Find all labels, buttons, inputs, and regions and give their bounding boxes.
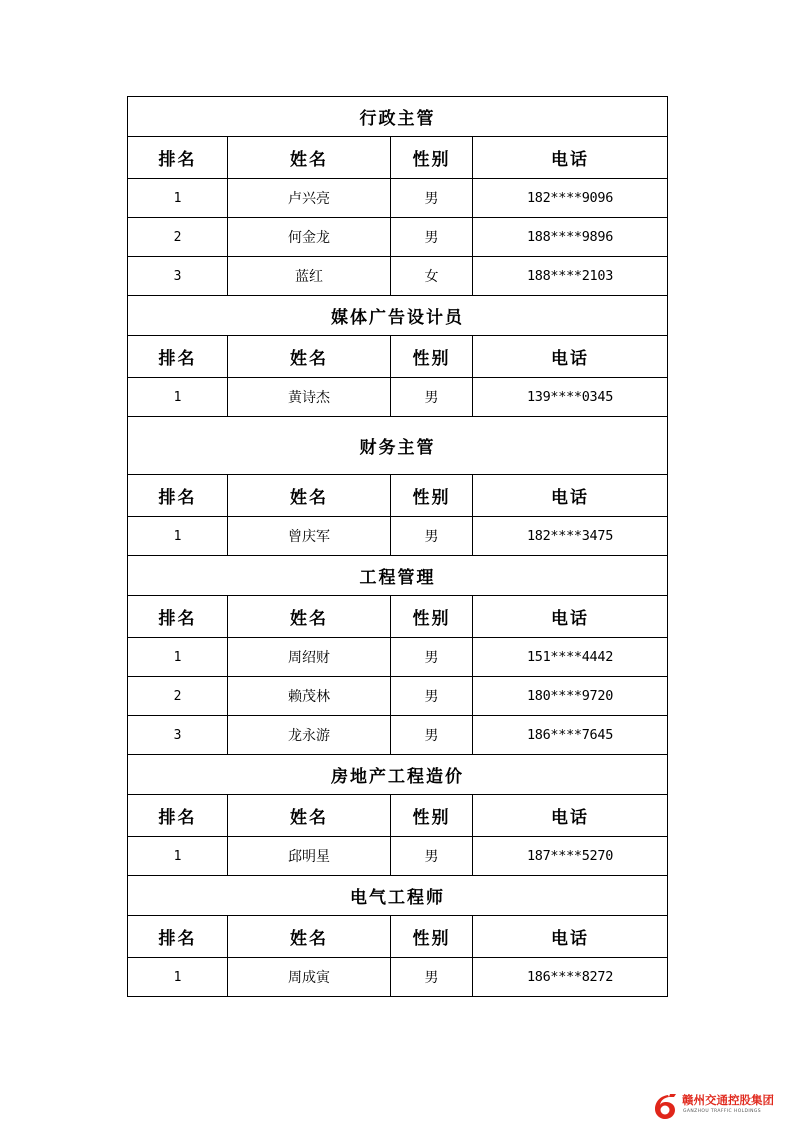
header-rank: 排名 bbox=[128, 137, 228, 179]
header-gender: 性别 bbox=[391, 336, 473, 378]
section-title-row bbox=[128, 556, 668, 596]
gender-cell: 男 bbox=[391, 218, 473, 257]
header-name: 姓名 bbox=[228, 916, 391, 958]
header-gender: 性别 bbox=[391, 795, 473, 837]
name-cell: 周成寅 bbox=[228, 958, 391, 997]
section-title-row bbox=[128, 417, 668, 475]
table-row bbox=[128, 179, 668, 218]
name-cell: 周绍财 bbox=[228, 638, 391, 677]
name-cell: 黄诗杰 bbox=[228, 378, 391, 417]
gender-cell: 男 bbox=[391, 958, 473, 997]
header-rank: 排名 bbox=[128, 795, 228, 837]
table-row bbox=[128, 958, 668, 997]
rank-cell: 2 bbox=[128, 218, 228, 257]
header-rank: 排名 bbox=[128, 596, 228, 638]
gender-cell: 男 bbox=[391, 837, 473, 876]
header-rank: 排名 bbox=[128, 916, 228, 958]
header-gender: 性别 bbox=[391, 596, 473, 638]
gender-cell: 男 bbox=[391, 517, 473, 556]
rank-cell: 3 bbox=[128, 257, 228, 296]
name-cell: 曾庆军 bbox=[228, 517, 391, 556]
rank-cell: 1 bbox=[128, 958, 228, 997]
header-phone: 电话 bbox=[473, 596, 668, 638]
header-name: 姓名 bbox=[228, 596, 391, 638]
header-rank: 排名 bbox=[128, 475, 228, 517]
column-header-row bbox=[128, 916, 668, 958]
section-title: 财务主管 bbox=[128, 417, 668, 475]
column-header-row bbox=[128, 137, 668, 179]
name-cell: 何金龙 bbox=[228, 218, 391, 257]
phone-cell: 151****4442 bbox=[473, 638, 668, 677]
section-title-row bbox=[128, 296, 668, 336]
table-row bbox=[128, 257, 668, 296]
header-phone: 电话 bbox=[473, 336, 668, 378]
phone-cell: 186****7645 bbox=[473, 716, 668, 755]
header-gender: 性别 bbox=[391, 475, 473, 517]
rank-cell: 1 bbox=[128, 837, 228, 876]
phone-cell: 188****9896 bbox=[473, 218, 668, 257]
section-title: 电气工程师 bbox=[128, 876, 668, 916]
phone-cell: 180****9720 bbox=[473, 677, 668, 716]
header-phone: 电话 bbox=[473, 137, 668, 179]
column-header-row bbox=[128, 336, 668, 378]
table-row bbox=[128, 638, 668, 677]
table-row bbox=[128, 716, 668, 755]
rank-cell: 1 bbox=[128, 179, 228, 218]
phone-cell: 186****8272 bbox=[473, 958, 668, 997]
header-rank: 排名 bbox=[128, 336, 228, 378]
name-cell: 邱明星 bbox=[228, 837, 391, 876]
section-title: 媒体广告设计员 bbox=[128, 296, 668, 336]
phone-cell: 187****5270 bbox=[473, 837, 668, 876]
phone-cell: 182****9096 bbox=[473, 179, 668, 218]
section-title: 房地产工程造价 bbox=[128, 755, 668, 795]
company-logo-name: 赣州交通控股集团 bbox=[682, 1093, 774, 1107]
phone-cell: 182****3475 bbox=[473, 517, 668, 556]
section-title-row bbox=[128, 876, 668, 916]
section-title-row bbox=[128, 97, 668, 137]
rank-cell: 1 bbox=[128, 378, 228, 417]
rank-cell: 1 bbox=[128, 638, 228, 677]
gender-cell: 男 bbox=[391, 179, 473, 218]
ranking-table-body bbox=[128, 97, 668, 997]
gender-cell: 女 bbox=[391, 257, 473, 296]
header-name: 姓名 bbox=[228, 137, 391, 179]
section-title: 工程管理 bbox=[128, 556, 668, 596]
name-cell: 蓝红 bbox=[228, 257, 391, 296]
column-header-row bbox=[128, 596, 668, 638]
company-logo-icon bbox=[652, 1092, 678, 1120]
gender-cell: 男 bbox=[391, 638, 473, 677]
table-row bbox=[128, 378, 668, 417]
header-name: 姓名 bbox=[228, 795, 391, 837]
ranking-table bbox=[127, 96, 668, 997]
header-gender: 性别 bbox=[391, 916, 473, 958]
table-row bbox=[128, 837, 668, 876]
rank-cell: 1 bbox=[128, 517, 228, 556]
phone-cell: 188****2103 bbox=[473, 257, 668, 296]
company-logo bbox=[652, 1090, 794, 1123]
table-row bbox=[128, 517, 668, 556]
name-cell: 龙永游 bbox=[228, 716, 391, 755]
name-cell: 赖茂林 bbox=[228, 677, 391, 716]
company-logo-subtitle: GANZHOU TRAFFIC HOLDINGS bbox=[683, 1109, 762, 1114]
header-phone: 电话 bbox=[473, 916, 668, 958]
table-row bbox=[128, 218, 668, 257]
table-row bbox=[128, 677, 668, 716]
column-header-row bbox=[128, 475, 668, 517]
gender-cell: 男 bbox=[391, 677, 473, 716]
column-header-row bbox=[128, 795, 668, 837]
rank-cell: 2 bbox=[128, 677, 228, 716]
header-gender: 性别 bbox=[391, 137, 473, 179]
section-title-row bbox=[128, 755, 668, 795]
header-phone: 电话 bbox=[473, 475, 668, 517]
section-title: 行政主管 bbox=[128, 97, 668, 137]
phone-cell: 139****0345 bbox=[473, 378, 668, 417]
gender-cell: 男 bbox=[391, 378, 473, 417]
header-phone: 电话 bbox=[473, 795, 668, 837]
rank-cell: 3 bbox=[128, 716, 228, 755]
name-cell: 卢兴亮 bbox=[228, 179, 391, 218]
header-name: 姓名 bbox=[228, 475, 391, 517]
header-name: 姓名 bbox=[228, 336, 391, 378]
gender-cell: 男 bbox=[391, 716, 473, 755]
